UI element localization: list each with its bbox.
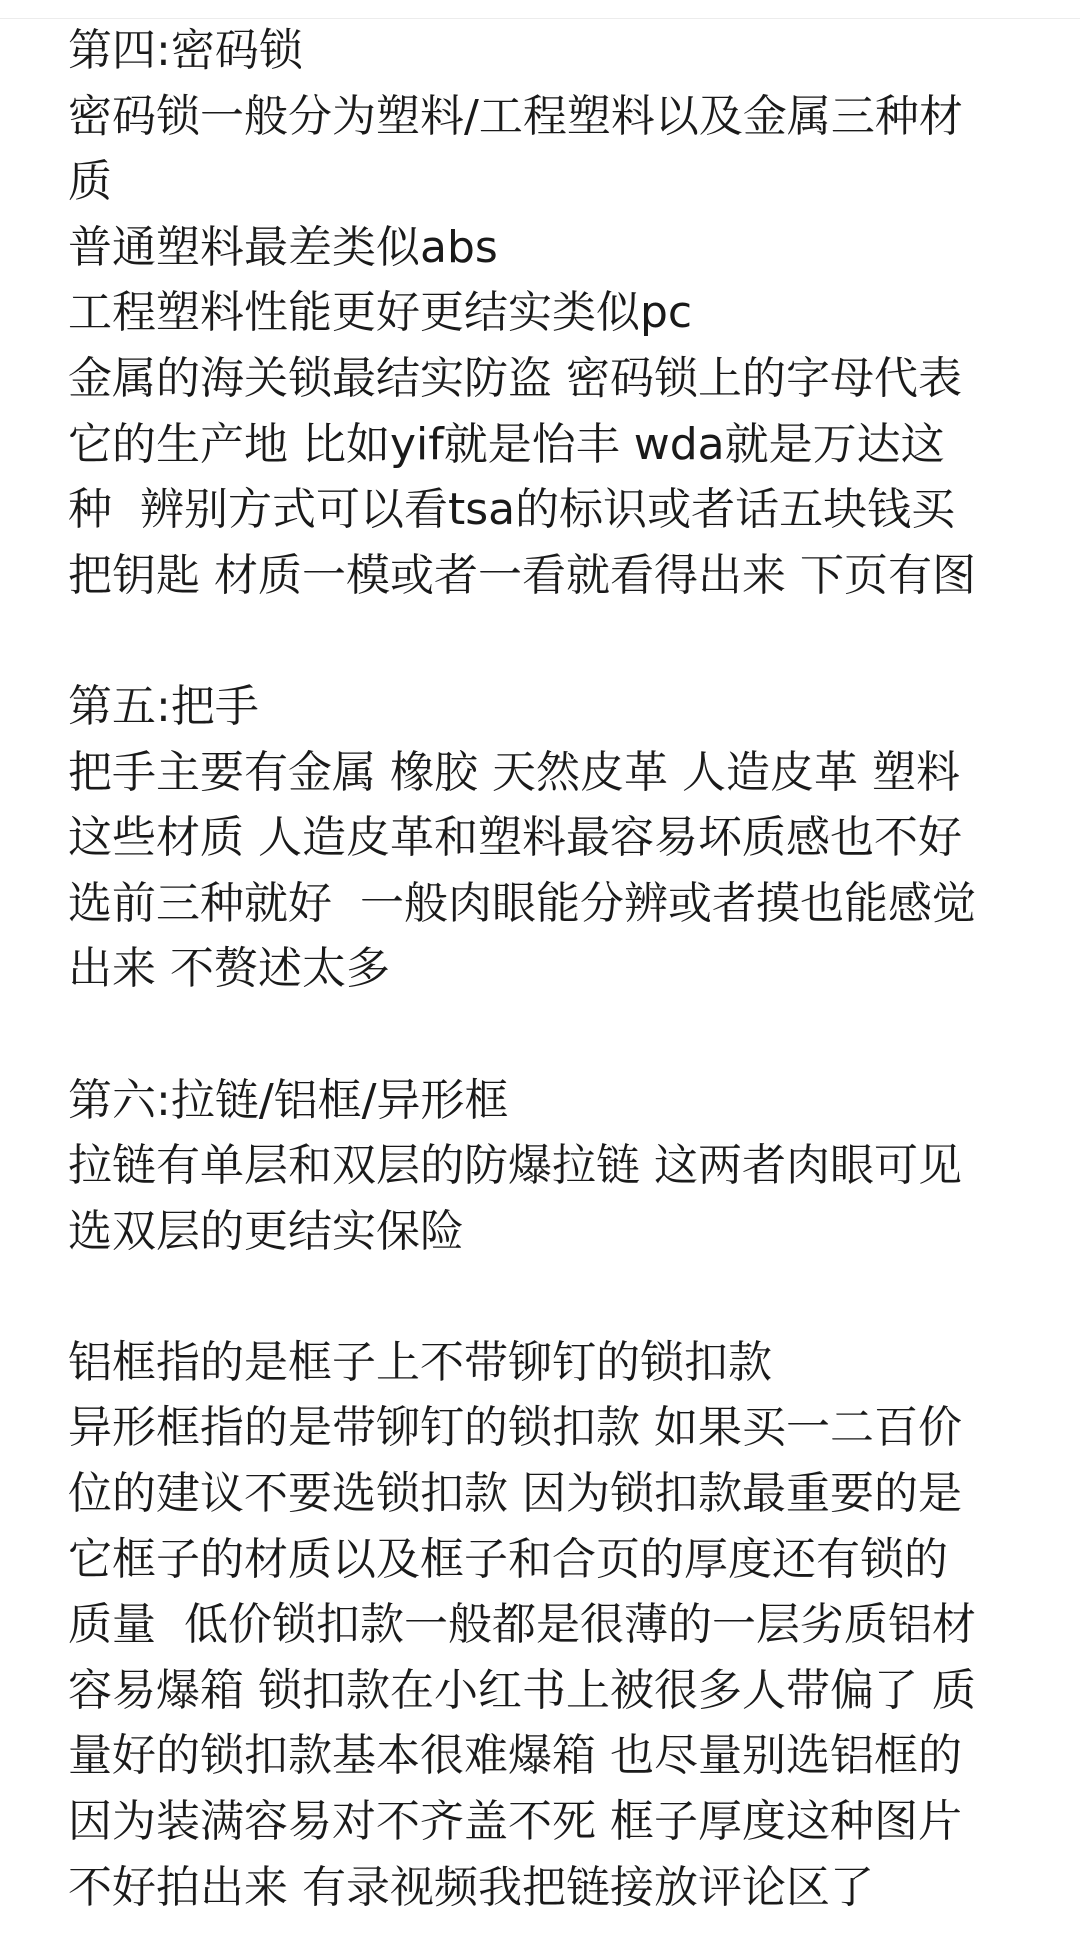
text-line: 铝框指的是框子上不带铆钉的锁扣款	[68, 1336, 772, 1388]
text-line: 位的建议不要选锁扣款 因为锁扣款最重要的是	[68, 1468, 962, 1520]
blank-line	[68, 608, 1028, 674]
text-line: 密码锁一般分为塑料/工程塑料以及金属三种材	[68, 90, 963, 142]
text-line: 选双层的更结实保险	[68, 1205, 464, 1257]
text-line: 异形框指的是带铆钉的锁扣款 如果买一二百价	[68, 1402, 962, 1454]
blank-line	[68, 1002, 1028, 1068]
text-line: 选前三种就好 一般肉眼能分辨或者摸也能感觉	[68, 877, 976, 929]
text-line: 不好拍出来 有录视频我把链接放评论区了	[68, 1861, 874, 1913]
text-line: 因为装满容易对不齐盖不死 框子厚度这种图片	[68, 1796, 962, 1848]
blank-line	[68, 1264, 1028, 1330]
text-line: 金属的海关锁最结实防盗 密码锁上的字母代表	[68, 352, 962, 404]
text-line: 质量 低价锁扣款一般都是很薄的一层劣质铝材	[68, 1599, 976, 1651]
text-line: 拉链有单层和双层的防爆拉链 这两者肉眼可见	[68, 1140, 962, 1192]
text-line: 这些材质 人造皮革和塑料最容易坏质感也不好	[68, 812, 962, 864]
document-body	[68, 18, 1028, 1920]
section-title-password-lock: 第四:密码锁	[68, 25, 303, 76]
text-line: 它框子的材质以及框子和合页的厚度还有锁的	[68, 1533, 948, 1585]
text-line: 普通塑料最差类似abs	[68, 221, 498, 273]
section-title-zipper-frame: 第六:拉链/铝框/异形框	[68, 1074, 509, 1126]
text-line: 种 辨别方式可以看tsa的标识或者话五块钱买	[68, 484, 956, 536]
section-title-handle: 第五:把手	[68, 680, 259, 732]
text-line: 把钥匙 材质一模或者一看就看得出来 下页有图	[68, 549, 976, 601]
text-line: 它的生产地 比如yif就是怡丰 wda就是万达这	[68, 418, 945, 470]
text-line: 量好的锁扣款基本很难爆箱 也尽量别选铝框的	[68, 1730, 962, 1782]
text-line: 把手主要有金属 橡胶 天然皮革 人造皮革 塑料	[68, 746, 960, 798]
text-line: 质	[68, 156, 112, 208]
text-line: 工程塑料性能更好更结实类似pc	[68, 287, 693, 339]
text-line: 容易爆箱 锁扣款在小红书上被很多人带偏了 质	[68, 1664, 976, 1716]
text-line: 出来 不赘述太多	[68, 943, 390, 995]
